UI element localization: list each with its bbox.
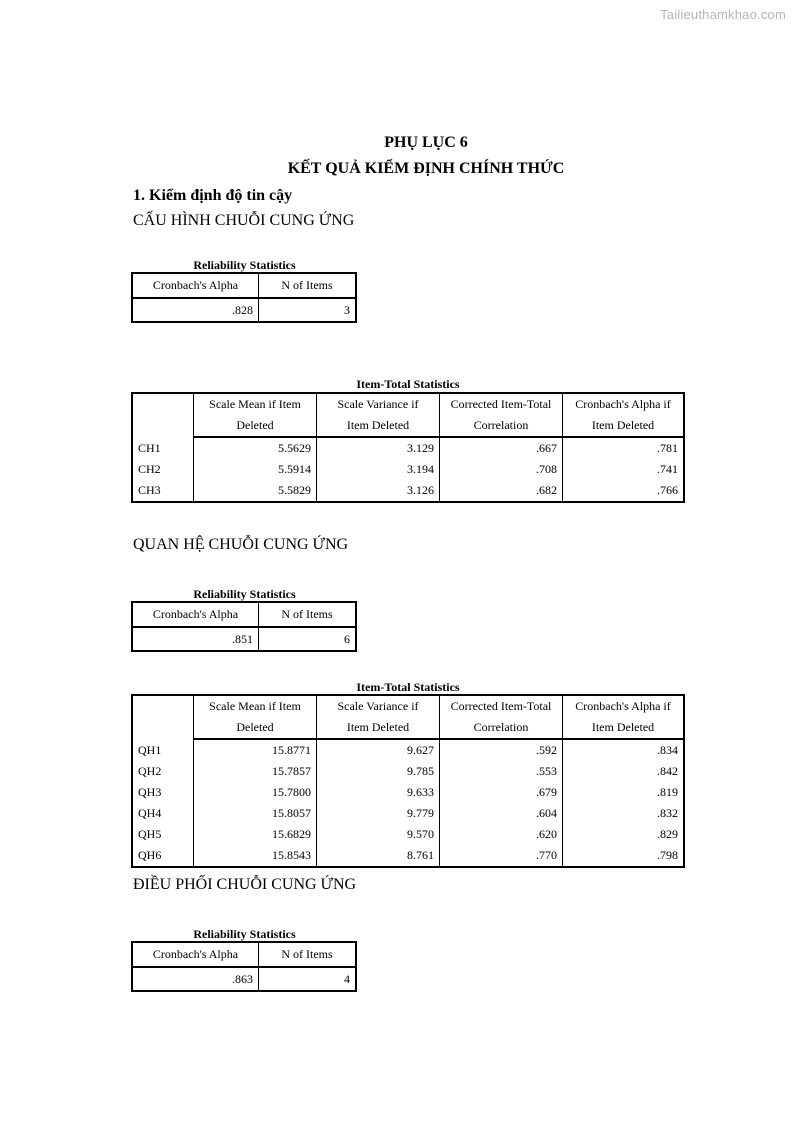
header-scale-variance: Scale Variance if <box>317 393 440 415</box>
cell-correlation: .682 <box>440 480 563 502</box>
item-total-caption: Item-Total Statistics <box>356 377 460 391</box>
row-label: QH3 <box>132 782 194 803</box>
group-title-cau-hinh: CẤU HÌNH CHUỖI CUNG ỨNG <box>133 212 355 229</box>
cell-mean: 15.7857 <box>194 761 317 782</box>
row-label: CH1 <box>132 437 194 459</box>
table-row <box>132 480 684 502</box>
header-corrected-corr-2: Correlation <box>440 415 563 437</box>
header-scale-variance: Scale Variance if <box>317 695 440 717</box>
main-title: KẾT QUẢ KIỂM ĐỊNH CHÍNH THỨC <box>287 160 565 177</box>
header-scale-variance-2: Item Deleted <box>317 717 440 739</box>
group-title-quan-he: QUAN HỆ CHUỖI CUNG ỨNG <box>133 536 349 553</box>
cell-variance: 3.126 <box>317 480 440 502</box>
table-row <box>132 782 684 803</box>
cell-alpha: .842 <box>657 764 678 778</box>
header-alpha-if-deleted: Cronbach's Alpha if <box>575 699 671 713</box>
header-corrected-corr-2: Correlation <box>440 717 563 739</box>
cell-alpha: .741 <box>657 462 678 476</box>
section-heading: 1. Kiểm định độ tin cậy <box>133 187 293 204</box>
cell-alpha: .781 <box>657 441 678 455</box>
header-alpha-if-deleted: Cronbach's Alpha if <box>575 397 671 411</box>
table-row <box>132 845 684 867</box>
header-scale-variance-2: Item Deleted <box>317 415 440 437</box>
header-blank <box>132 695 194 739</box>
n-items-value: 4 <box>344 971 350 986</box>
reliability-caption: Reliability Statistics <box>193 927 296 941</box>
row-label: QH6 <box>132 845 194 867</box>
header-corrected-corr: Corrected Item-Total <box>440 695 563 717</box>
table-row <box>132 459 684 480</box>
cell-correlation: .604 <box>440 803 563 824</box>
cell-mean: 15.8543 <box>194 845 317 867</box>
header-blank <box>132 393 194 437</box>
cell-alpha: .832 <box>657 806 678 820</box>
row-label: CH2 <box>132 459 194 480</box>
cell-variance: 8.761 <box>317 845 440 867</box>
row-label: CH3 <box>132 480 194 502</box>
alpha-value: .851 <box>132 627 259 651</box>
col-n-items: N of Items <box>259 602 357 627</box>
cell-variance: 3.129 <box>317 437 440 459</box>
row-label: QH4 <box>132 803 194 824</box>
header-scale-mean-2: Deleted <box>194 717 317 739</box>
cell-mean: 15.6829 <box>194 824 317 845</box>
col-n-items: N of Items <box>259 942 357 967</box>
table-row <box>132 437 684 459</box>
reliability-caption: Reliability Statistics <box>193 258 296 272</box>
item-total-caption: Item-Total Statistics <box>356 680 460 694</box>
cell-mean: 15.7800 <box>194 782 317 803</box>
row-label: QH5 <box>132 824 194 845</box>
header-corrected-corr: Corrected Item-Total <box>440 393 563 415</box>
cell-mean: 5.5829 <box>194 480 317 502</box>
col-cronbach-alpha: Cronbach's Alpha <box>132 273 259 298</box>
header-alpha-if-deleted-2: Item Deleted <box>563 717 685 739</box>
reliability-table-cau-hinh <box>131 272 357 323</box>
table-row <box>132 739 684 761</box>
reliability-table-quan-he <box>131 601 357 652</box>
cell-alpha: .829 <box>657 827 678 841</box>
cell-alpha: .766 <box>657 483 678 497</box>
reliability-caption: Reliability Statistics <box>193 587 296 601</box>
row-label: QH2 <box>132 761 194 782</box>
row-label: QH1 <box>132 739 194 761</box>
cell-mean: 15.8057 <box>194 803 317 824</box>
cell-correlation: .667 <box>440 437 563 459</box>
col-cronbach-alpha: Cronbach's Alpha <box>132 602 259 627</box>
cell-variance: 3.194 <box>317 459 440 480</box>
cell-correlation: .620 <box>440 824 563 845</box>
col-n-items: N of Items <box>259 273 357 298</box>
watermark: Tailieuthamkhao.com <box>660 7 786 22</box>
cell-variance: 9.633 <box>317 782 440 803</box>
cell-mean: 5.5629 <box>194 437 317 459</box>
cell-variance: 9.570 <box>317 824 440 845</box>
cell-correlation: .770 <box>440 845 563 867</box>
cell-mean: 5.5914 <box>194 459 317 480</box>
cell-variance: 9.779 <box>317 803 440 824</box>
alpha-value: .863 <box>132 967 259 991</box>
cell-correlation: .708 <box>440 459 563 480</box>
table-row <box>132 761 684 782</box>
cell-alpha: .834 <box>657 743 678 757</box>
cell-mean: 15.8771 <box>194 739 317 761</box>
header-scale-mean: Scale Mean if Item <box>194 393 317 415</box>
cell-variance: 9.627 <box>317 739 440 761</box>
table-row <box>132 824 684 845</box>
cell-correlation: .679 <box>440 782 563 803</box>
n-items-value: 6 <box>344 631 350 646</box>
item-total-table-cau-hinh <box>131 392 685 503</box>
appendix-title: PHỤ LỤC 6 <box>384 134 468 151</box>
table-row <box>132 803 684 824</box>
cell-variance: 9.785 <box>317 761 440 782</box>
header-alpha-if-deleted-2: Item Deleted <box>563 415 685 437</box>
alpha-value: .828 <box>132 298 259 322</box>
reliability-table-dieu-phoi <box>131 941 357 992</box>
cell-alpha: .819 <box>657 785 678 799</box>
cell-correlation: .592 <box>440 739 563 761</box>
group-title-dieu-phoi: ĐIỀU PHỐI CHUỖI CUNG ỨNG <box>133 876 357 893</box>
n-items-value: 3 <box>344 302 350 317</box>
col-cronbach-alpha: Cronbach's Alpha <box>132 942 259 967</box>
header-scale-mean: Scale Mean if Item <box>194 695 317 717</box>
cell-alpha: .798 <box>657 848 678 862</box>
item-total-table-quan-he <box>131 694 685 868</box>
cell-correlation: .553 <box>440 761 563 782</box>
header-scale-mean-2: Deleted <box>194 415 317 437</box>
